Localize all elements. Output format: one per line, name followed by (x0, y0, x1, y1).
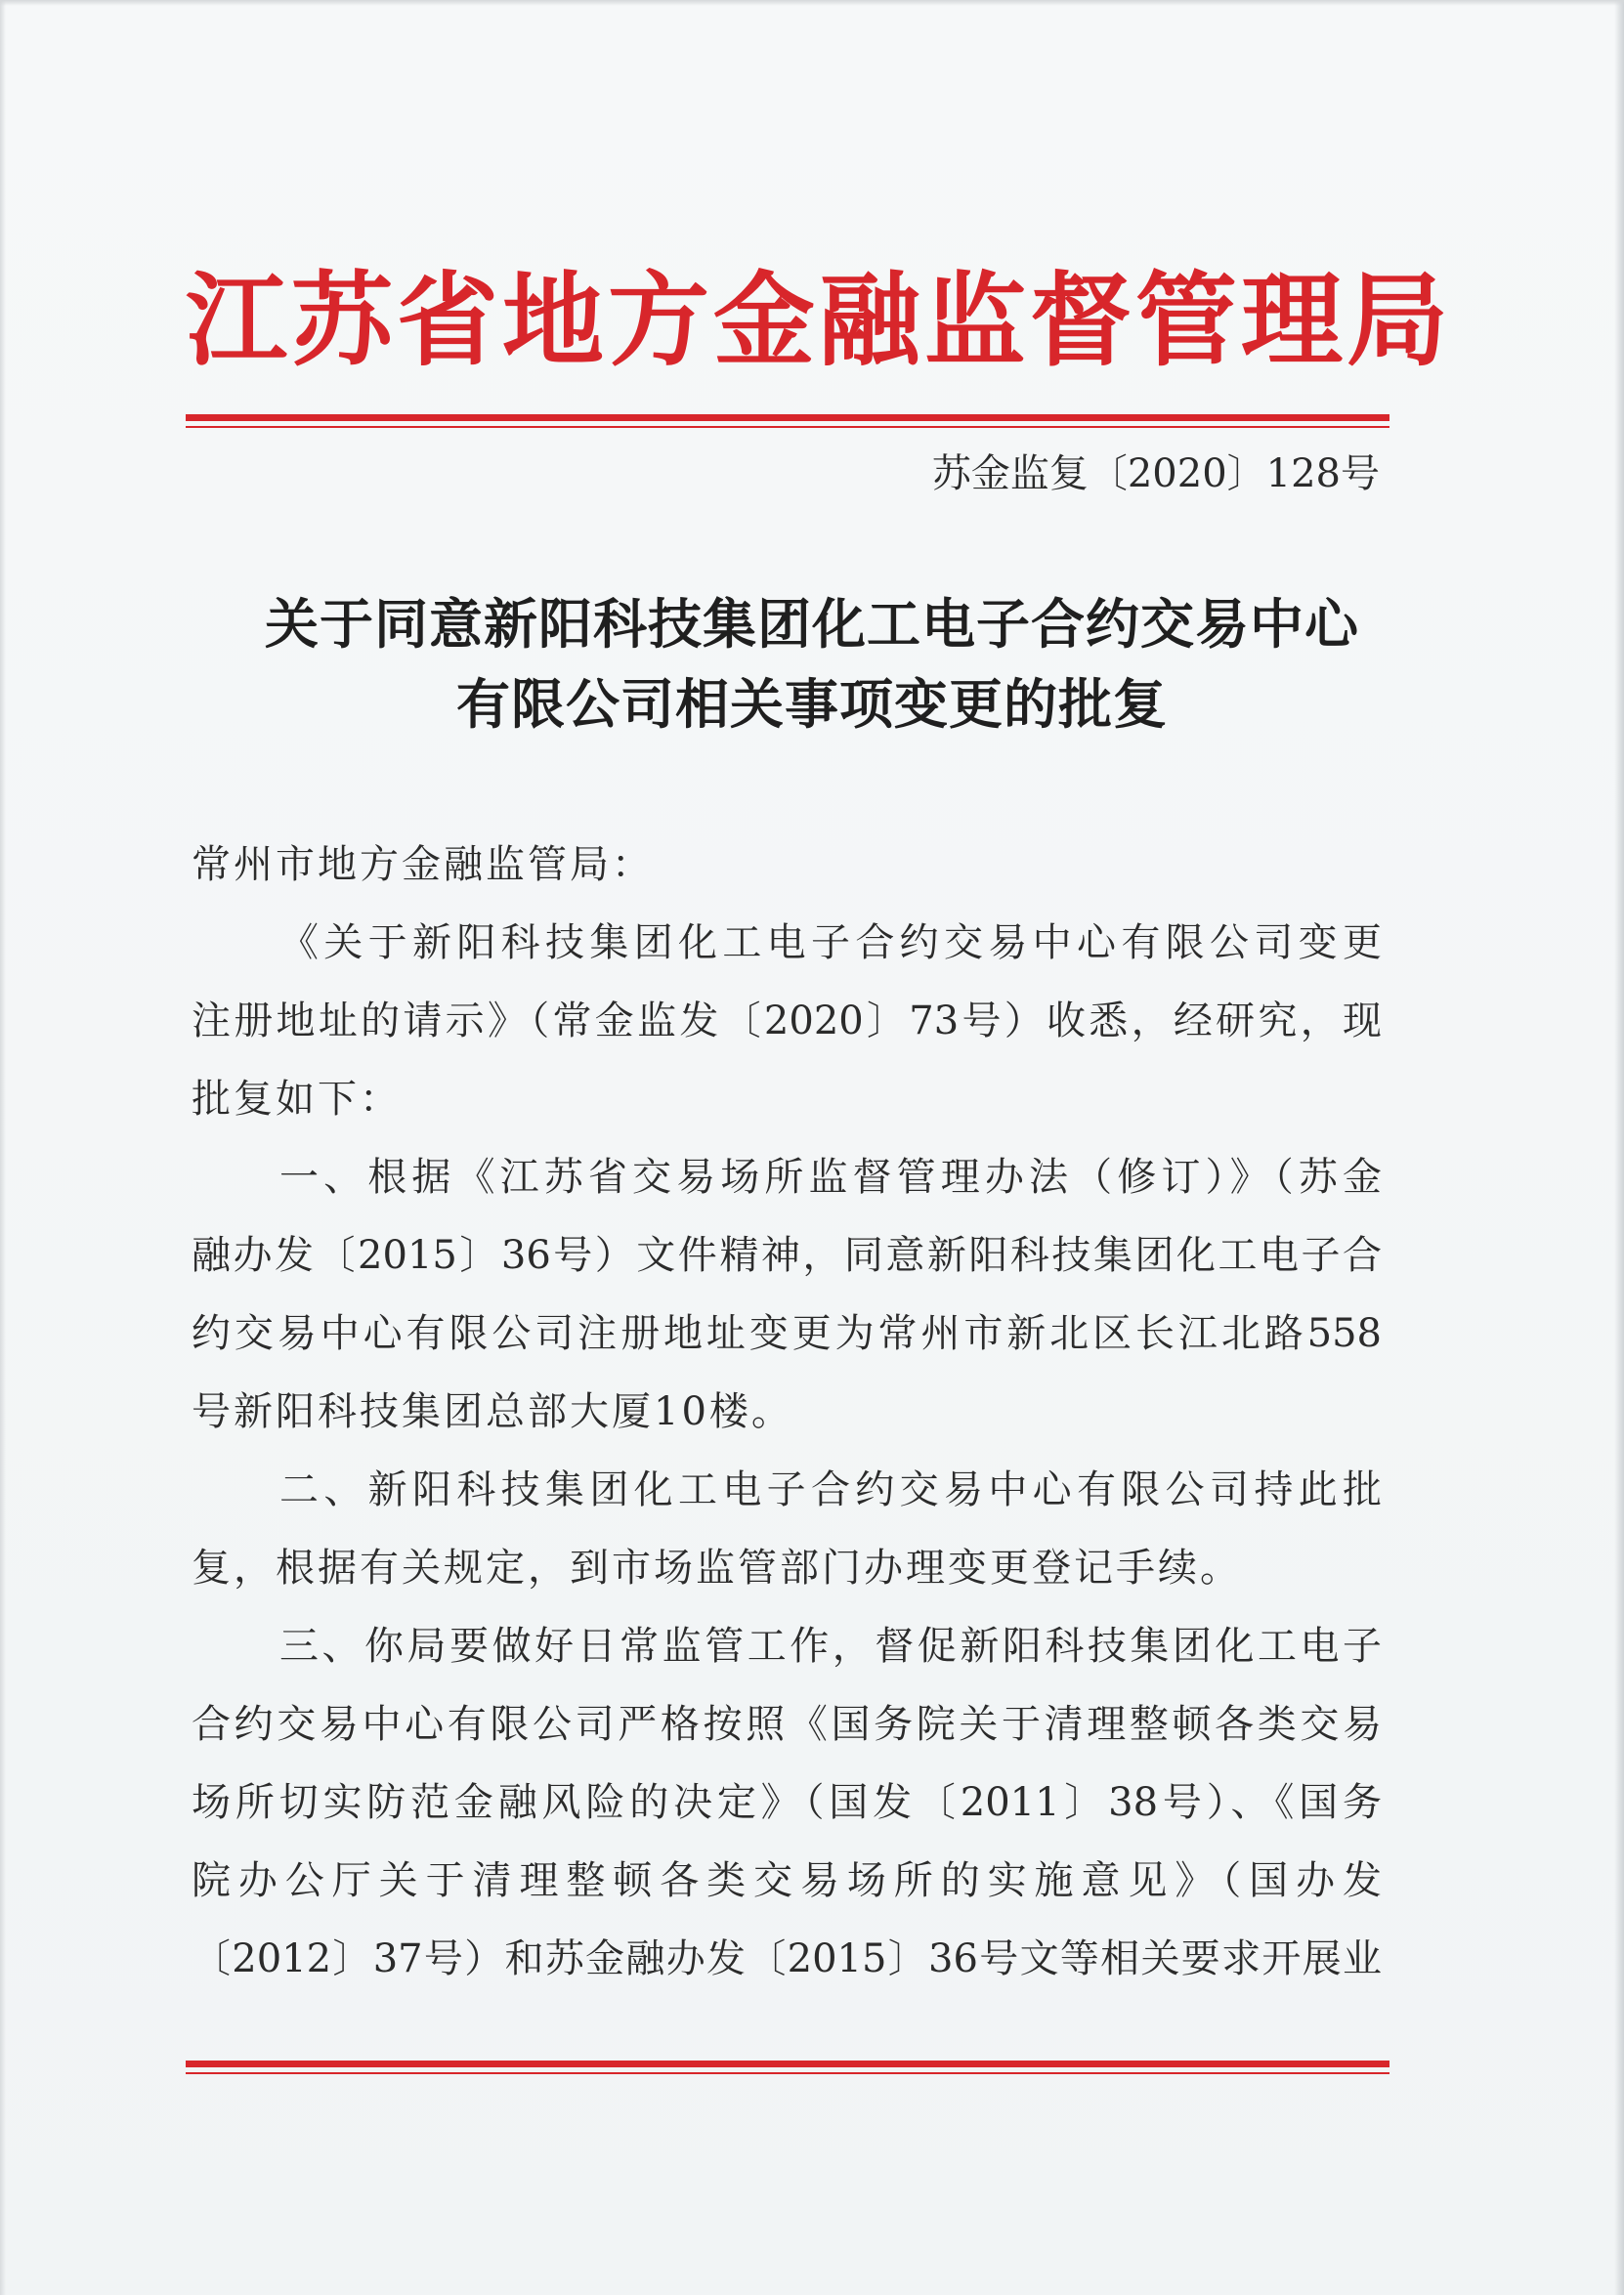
body-line: 《关于新阳科技集团化工电子合约交易中心有限公司变更 (279, 920, 1382, 965)
header-red-rule-thin (186, 426, 1389, 428)
body-line: 复，根据有关规定，到市场监管部门办理变更登记手续。 (192, 1546, 1242, 1591)
body-line: 二、新阳科技集团化工电子合约交易中心有限公司持此批 (279, 1467, 1382, 1512)
document-number: 苏金监复〔2020〕128号 (931, 451, 1380, 496)
scan-edge-right (1614, 0, 1624, 2295)
body-line: 合约交易中心有限公司严格按照《国务院关于清理整顿各类交易 (192, 1702, 1382, 1747)
footer-red-rule-thick (186, 2061, 1389, 2067)
body-line: 〔2012〕37号）和苏金融办发〔2015〕36号文等相关要求开展业 (192, 1936, 1382, 1981)
document-title-line-1: 关于同意新阳科技集团化工电子合约交易中心 (264, 592, 1359, 656)
scan-edge-left (0, 0, 6, 2295)
body-line: 院办公厅关于清理整顿各类交易场所的实施意见》（国办发 (192, 1858, 1382, 1903)
header-red-rule-thick (186, 414, 1389, 421)
body-line: 融办发〔2015〕36号）文件精神，同意新阳科技集团化工电子合 (192, 1233, 1382, 1278)
body-line: 场所切实防范金融风险的决定》（国发〔2011〕38号）、《国务 (192, 1780, 1382, 1825)
scan-edge-top (0, 0, 1624, 6)
document-title-line-2: 有限公司相关事项变更的批复 (455, 672, 1168, 736)
body-line: 号新阳科技集团总部大厦10楼。 (192, 1389, 793, 1434)
body-line: 约交易中心有限公司注册地址变更为常州市新北区长江北路558 (192, 1311, 1382, 1356)
footer-red-rule-thin (186, 2072, 1389, 2074)
body-line: 注册地址的请示》（常金监发〔2020〕73号）收悉，经研究，现 (192, 999, 1382, 1043)
addressee: 常州市地方金融监管局： (192, 842, 654, 887)
body-line: 三、你局要做好日常监管工作，督促新阳科技集团化工电子 (279, 1624, 1382, 1669)
agency-header-title: 江苏省地方金融监督管理局 (186, 260, 1453, 380)
body-line: 一、根据《江苏省交易场所监督管理办法（修订）》（苏金 (279, 1155, 1382, 1200)
body-line: 批复如下： (192, 1077, 402, 1122)
document-title (147, 584, 1477, 744)
